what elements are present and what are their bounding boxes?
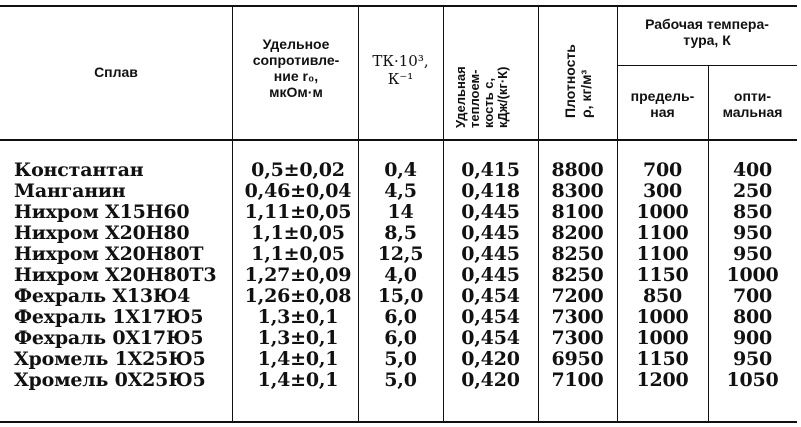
- optimal-temp-value: 400: [732, 159, 773, 181]
- limit-temp-value: 300: [642, 180, 683, 202]
- header-line: ρ, кг/м³: [578, 69, 594, 118]
- resistivity-value: 1,4±0,1: [257, 369, 339, 391]
- resistivity-value: 1,3±0,1: [257, 327, 339, 349]
- table-row: [0, 223, 801, 244]
- resistivity-value: 0,46±0,04: [244, 180, 352, 202]
- optimal-temp-value: 700: [732, 285, 773, 307]
- resistivity-value: 0,5±0,02: [251, 159, 345, 181]
- header-line: кДж/(кг·К): [495, 66, 510, 128]
- subheader-rule: [617, 65, 797, 66]
- header-alloy: [0, 64, 232, 80]
- heat-capacity-value: 0,445: [461, 201, 520, 223]
- optimal-temp-value: 1000: [726, 264, 779, 286]
- alloy-name: Хромель 1Х25Ю5: [14, 348, 206, 370]
- resistivity-value: 1,11±0,05: [244, 201, 352, 223]
- limit-temp-value: 850: [642, 285, 683, 307]
- table-row: [0, 286, 801, 307]
- density-value: 8200: [551, 222, 604, 244]
- density-value: 7300: [551, 306, 604, 328]
- header-line: Удельная: [453, 66, 468, 128]
- tk-value: 5,0: [384, 369, 417, 391]
- tk-value: 8,5: [384, 222, 417, 244]
- resistivity-value: 1,1±0,05: [251, 222, 345, 244]
- optimal-temp-value: 250: [732, 180, 773, 202]
- heat-capacity-value: 0,445: [461, 264, 520, 286]
- density-value: 8300: [551, 180, 604, 202]
- tk-value: 6,0: [384, 327, 417, 349]
- header-resistivity: [236, 36, 356, 100]
- tk-value: 15,0: [377, 285, 424, 307]
- density-value: 8250: [551, 264, 604, 286]
- header-line: К⁻¹: [387, 70, 414, 88]
- header-line: тура, К: [683, 32, 731, 48]
- table-row: [0, 265, 801, 286]
- resistivity-value: 1,3±0,1: [257, 306, 339, 328]
- resistivity-value: 1,4±0,1: [257, 348, 339, 370]
- heat-capacity-value: 0,418: [461, 180, 520, 202]
- heat-capacity-value: 0,420: [461, 369, 520, 391]
- alloy-name: Нихром Х20Н80Т3: [14, 264, 217, 286]
- header-line: Удельное: [262, 36, 330, 52]
- tk-value: 0,4: [384, 159, 417, 181]
- table-row: [0, 181, 801, 202]
- header-line: теплоем-: [467, 69, 482, 128]
- header-line: сопротивле-: [252, 52, 340, 68]
- alloy-name: Фехраль 0Х17Ю5: [14, 327, 204, 349]
- tk-value: 14: [387, 201, 414, 223]
- table-row: [0, 328, 801, 349]
- header-line: предель-: [630, 88, 695, 104]
- header-optimal: [708, 88, 797, 120]
- header-density: [562, 44, 594, 118]
- optimal-temp-value: 1050: [726, 369, 779, 391]
- limit-temp-value: 1100: [636, 243, 689, 265]
- header-alloy-text: Сплав: [94, 64, 138, 80]
- alloy-name: Нихром Х20Н80: [14, 222, 190, 244]
- limit-temp-value: 1000: [636, 306, 689, 328]
- heat-capacity-value: 0,454: [461, 285, 520, 307]
- density-value: 8800: [551, 159, 604, 181]
- header-line: ТК·10³,: [372, 52, 429, 70]
- heat-capacity-value: 0,420: [461, 348, 520, 370]
- alloy-name: Нихром Х20Н80Т: [14, 243, 204, 265]
- optimal-temp-value: 950: [732, 222, 773, 244]
- limit-temp-value: 1100: [636, 222, 689, 244]
- optimal-temp-value: 950: [732, 243, 773, 265]
- alloy-name: Фехраль Х13Ю4: [14, 285, 191, 307]
- heat-capacity-value: 0,445: [461, 222, 520, 244]
- header-tk: [358, 52, 443, 88]
- header-line: мальная: [722, 104, 783, 120]
- heat-capacity-value: 0,454: [461, 327, 520, 349]
- table-row: [0, 160, 801, 181]
- header-line: мкОм·м: [269, 84, 323, 100]
- header-line: ная: [650, 104, 675, 120]
- tk-value: 4,0: [384, 264, 417, 286]
- resistivity-value: 1,1±0,05: [251, 243, 345, 265]
- density-value: 8100: [551, 201, 604, 223]
- density-value: 7300: [551, 327, 604, 349]
- tk-value: 4,5: [384, 180, 417, 202]
- alloy-name: Фехраль 1Х17Ю5: [14, 306, 204, 328]
- heat-capacity-value: 0,454: [461, 306, 520, 328]
- heat-capacity-value: 0,445: [461, 243, 520, 265]
- header-bottom-rule: [0, 139, 797, 141]
- optimal-temp-value: 900: [732, 327, 773, 349]
- density-value: 7200: [551, 285, 604, 307]
- tk-value: 5,0: [384, 348, 417, 370]
- header-line: ние r₀,: [273, 68, 319, 84]
- alloy-name: Константан: [14, 159, 144, 181]
- table-row: [0, 202, 801, 223]
- heat-capacity-value: 0,415: [461, 159, 520, 181]
- limit-temp-value: 1000: [636, 327, 689, 349]
- limit-temp-value: 1200: [636, 369, 689, 391]
- limit-temp-value: 700: [642, 159, 683, 181]
- table-row: [0, 244, 801, 265]
- top-rule: [0, 5, 797, 7]
- optimal-temp-value: 800: [732, 306, 773, 328]
- header-line: опти-: [733, 88, 772, 104]
- resistivity-value: 1,27±0,09: [244, 264, 352, 286]
- limit-temp-value: 1000: [636, 201, 689, 223]
- header-line: кость c,: [481, 77, 496, 128]
- alloy-name: Манганин: [14, 180, 126, 202]
- tk-value: 12,5: [377, 243, 424, 265]
- header-limit: [617, 88, 708, 120]
- density-value: 6950: [551, 348, 604, 370]
- bottom-rule: [0, 421, 797, 423]
- optimal-temp-value: 850: [732, 201, 773, 223]
- optimal-temp-value: 950: [732, 348, 773, 370]
- density-value: 7100: [551, 369, 604, 391]
- alloy-name: Нихром Х15Н60: [14, 201, 190, 223]
- tk-value: 6,0: [384, 306, 417, 328]
- header-line: Рабочая темпера-: [645, 16, 769, 32]
- table-row: [0, 370, 801, 391]
- alloy-name: Хромель 0Х25Ю5: [14, 369, 206, 391]
- header-work-temp: [617, 16, 797, 48]
- resistivity-value: 1,26±0,08: [244, 285, 352, 307]
- header-heat-capacity: [454, 66, 510, 128]
- limit-temp-value: 1150: [636, 348, 689, 370]
- density-value: 8250: [551, 243, 604, 265]
- table-row: [0, 307, 801, 328]
- table-row: [0, 349, 801, 370]
- header-line: Плотность: [562, 44, 578, 118]
- limit-temp-value: 1150: [636, 264, 689, 286]
